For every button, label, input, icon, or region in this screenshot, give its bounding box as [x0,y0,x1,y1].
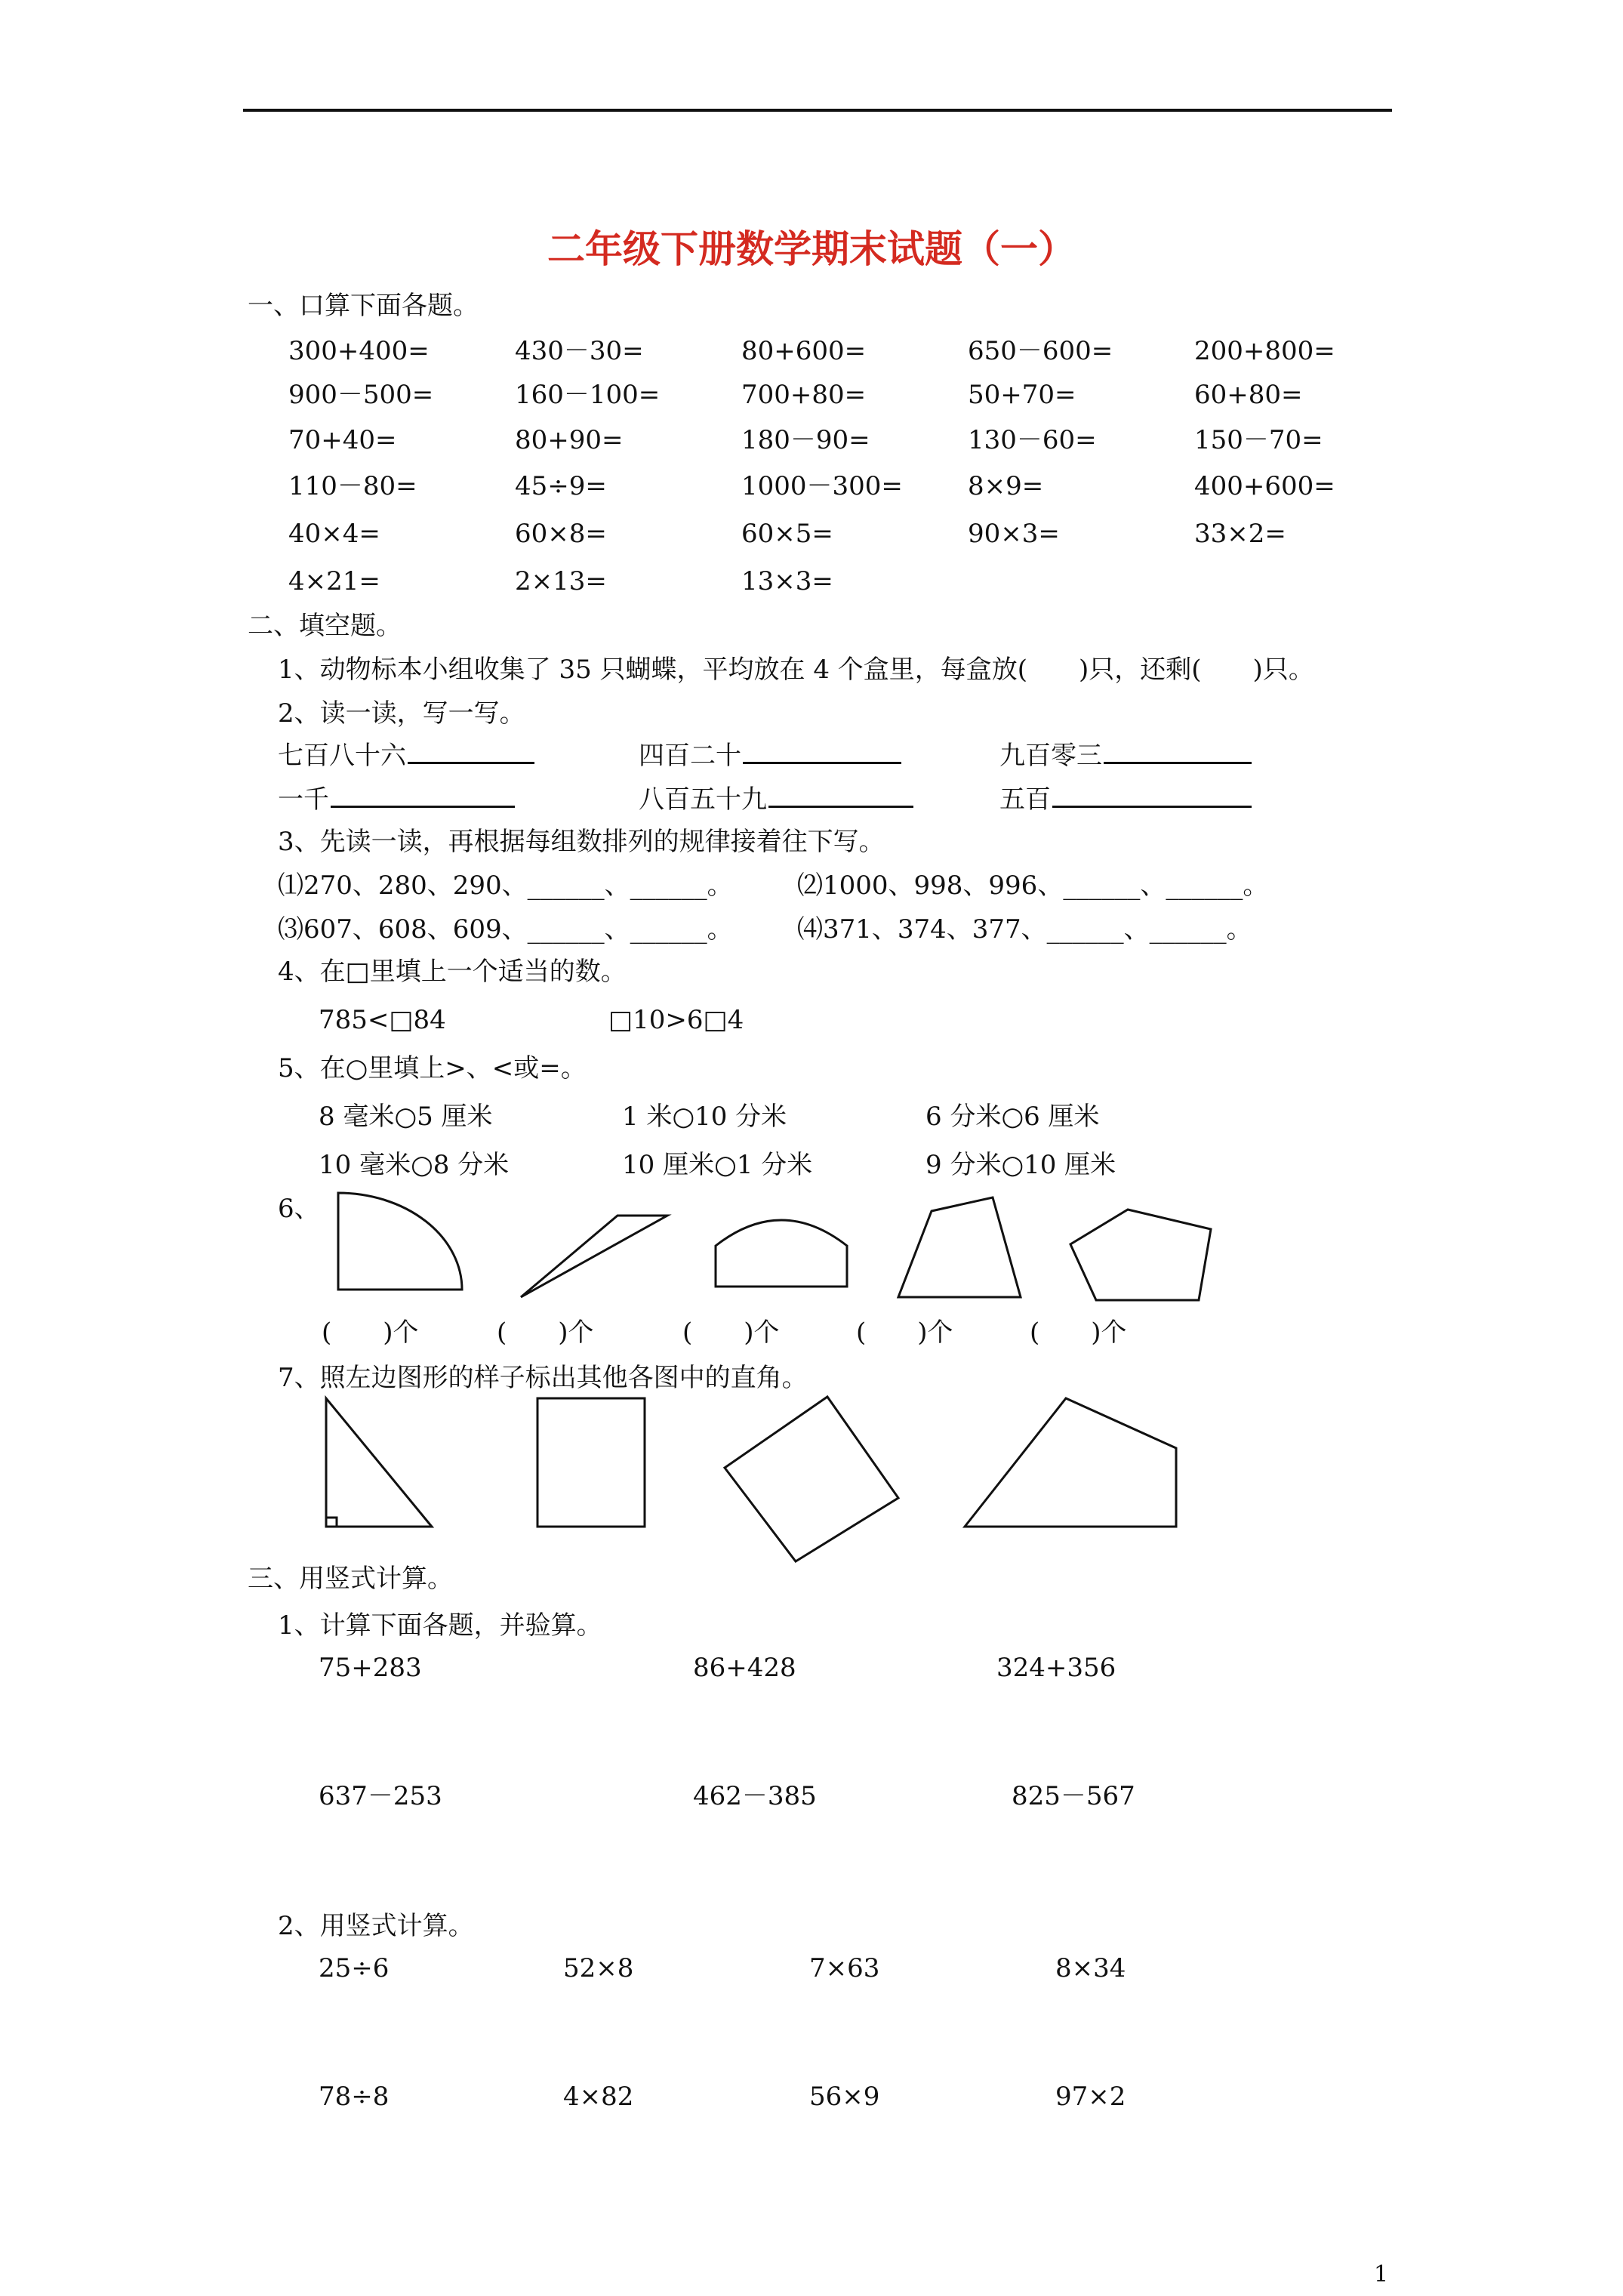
count-answer: ( )个 [322,1318,419,1348]
oral-item: 2×13= [515,566,607,596]
quarter-circle-shape [338,1193,462,1290]
vertical-q2-prompt: 2、用竖式计算。 [278,1911,474,1941]
compare-item: 9 分米○10 厘米 [925,1150,1116,1180]
vertical-item: 97×2 [1055,2082,1126,2112]
vertical-item: 324+356 [996,1653,1116,1683]
oral-item: 13×3= [741,566,833,596]
vertical-item: 52×8 [563,1953,634,1983]
count-answer: ( )个 [1030,1318,1127,1348]
oral-item: 90×3= [968,519,1060,549]
fill-q3-prompt: 3、先读一读，再根据每组数排列的规律接着往下写。 [278,827,885,857]
vertical-item: 7×63 [809,1953,880,1983]
oral-item: 700+80= [741,380,867,410]
vertical-item: 78÷8 [319,2082,390,2112]
arch-shape [716,1220,847,1287]
oral-item: 60+80= [1194,380,1303,410]
vertical-item: 86+428 [693,1653,796,1683]
right-triangle-shape [326,1398,432,1527]
vertical-item: 4×82 [563,2082,634,2112]
box-item: □10>6□4 [608,1005,744,1035]
fill-q4-prompt: 4、在□里填上一个适当的数。 [278,957,627,987]
oral-item: 180－90= [741,425,870,455]
read-write-item: 五百 [999,787,1252,812]
vertical-q1-prompt: 1、计算下面各题，并验算。 [278,1610,602,1641]
compare-item: 10 毫米○8 分米 [319,1150,510,1180]
oral-item: 400+600= [1194,471,1335,501]
compare-item: 1 米○10 分米 [622,1102,787,1132]
oral-item: 130－60= [968,425,1097,455]
fill-q6-prompt: 6、 [278,1194,320,1224]
vertical-item: 825－567 [1012,1781,1135,1811]
oral-item: 60×8= [515,519,607,549]
section2-heading: 二、填空题。 [248,611,402,641]
vertical-item: 462－385 [693,1781,817,1811]
count-answer: ( )个 [856,1318,953,1348]
page-number: 1 [1374,2261,1389,2288]
compare-item: 6 分米○6 厘米 [925,1102,1100,1132]
compare-item: 10 厘米○1 分米 [622,1150,813,1180]
fill-q1: 1、动物标本小组收集了 35 只蝴蝶，平均放在 4 个盒里，每盒放( )只，还剩( )只。 [278,655,1314,685]
vertical-item: 75+283 [319,1653,422,1683]
sequence-item: ⑷371、374、377、______、______。 [797,914,1252,945]
read-write-item: 一千 [278,787,515,812]
sequence-item: ⑶607、608、609、______、______。 [278,914,733,945]
oral-item: 70+40= [288,425,397,455]
oral-item: 430－30= [515,336,644,366]
oral-item: 50+70= [968,380,1076,410]
pentagon-shape [1070,1210,1211,1300]
square-shape [725,1397,898,1561]
count-answer: ( )个 [682,1318,780,1348]
sequence-item: ⑵1000、998、996、______、______。 [797,871,1269,901]
page-title: 二年级下册数学期末试题（一） [547,227,1076,271]
read-write-item: 七百八十六 [278,743,534,769]
section3-heading: 三、用竖式计算。 [248,1564,453,1594]
oral-item: 8×9= [968,471,1044,501]
read-write-item: 九百零三 [999,743,1252,769]
triangle-shape [521,1216,667,1297]
vertical-item: 8×34 [1055,1953,1126,1983]
oral-item: 150－70= [1194,425,1323,455]
right-trapezoid-shape [965,1398,1176,1527]
oral-item: 900－500= [288,380,434,410]
oral-item: 4×21= [288,566,380,596]
box-item: 785<□84 [319,1005,446,1035]
right-angle-mark [326,1518,337,1527]
oral-item: 1000－300= [741,471,903,501]
vertical-item: 56×9 [809,2082,880,2112]
vertical-item: 25÷6 [319,1953,390,1983]
oral-item: 650－600= [968,336,1113,366]
compare-item: 8 毫米○5 厘米 [319,1102,493,1132]
oral-item: 45÷9= [515,471,607,501]
trapezoid-shape [898,1197,1021,1297]
oral-item: 60×5= [741,519,833,549]
vertical-item: 637－253 [319,1781,442,1811]
fill-q5-prompt: 5、在○里填上>、<或=。 [278,1053,587,1083]
oral-item: 80+90= [515,425,624,455]
read-write-item: 四百二十 [639,743,901,769]
sequence-item: ⑴270、280、290、______、______。 [278,871,733,901]
rectangle-shape [537,1398,645,1527]
section1-heading: 一、口算下面各题。 [248,291,479,321]
oral-item: 300+400= [288,336,430,366]
oral-item: 80+600= [741,336,867,366]
oral-item: 40×4= [288,519,380,549]
count-answer: ( )个 [497,1318,594,1348]
oral-item: 160－100= [515,380,661,410]
oral-item: 33×2= [1194,519,1286,549]
fill-q2-prompt: 2、读一读，写一写。 [278,698,525,729]
fill-q7-prompt: 7、照左边图形的样子标出其他各图中的直角。 [278,1363,808,1393]
read-write-item: 八百五十九 [639,787,913,812]
oral-item: 200+800= [1194,336,1335,366]
oral-item: 110－80= [288,471,417,501]
